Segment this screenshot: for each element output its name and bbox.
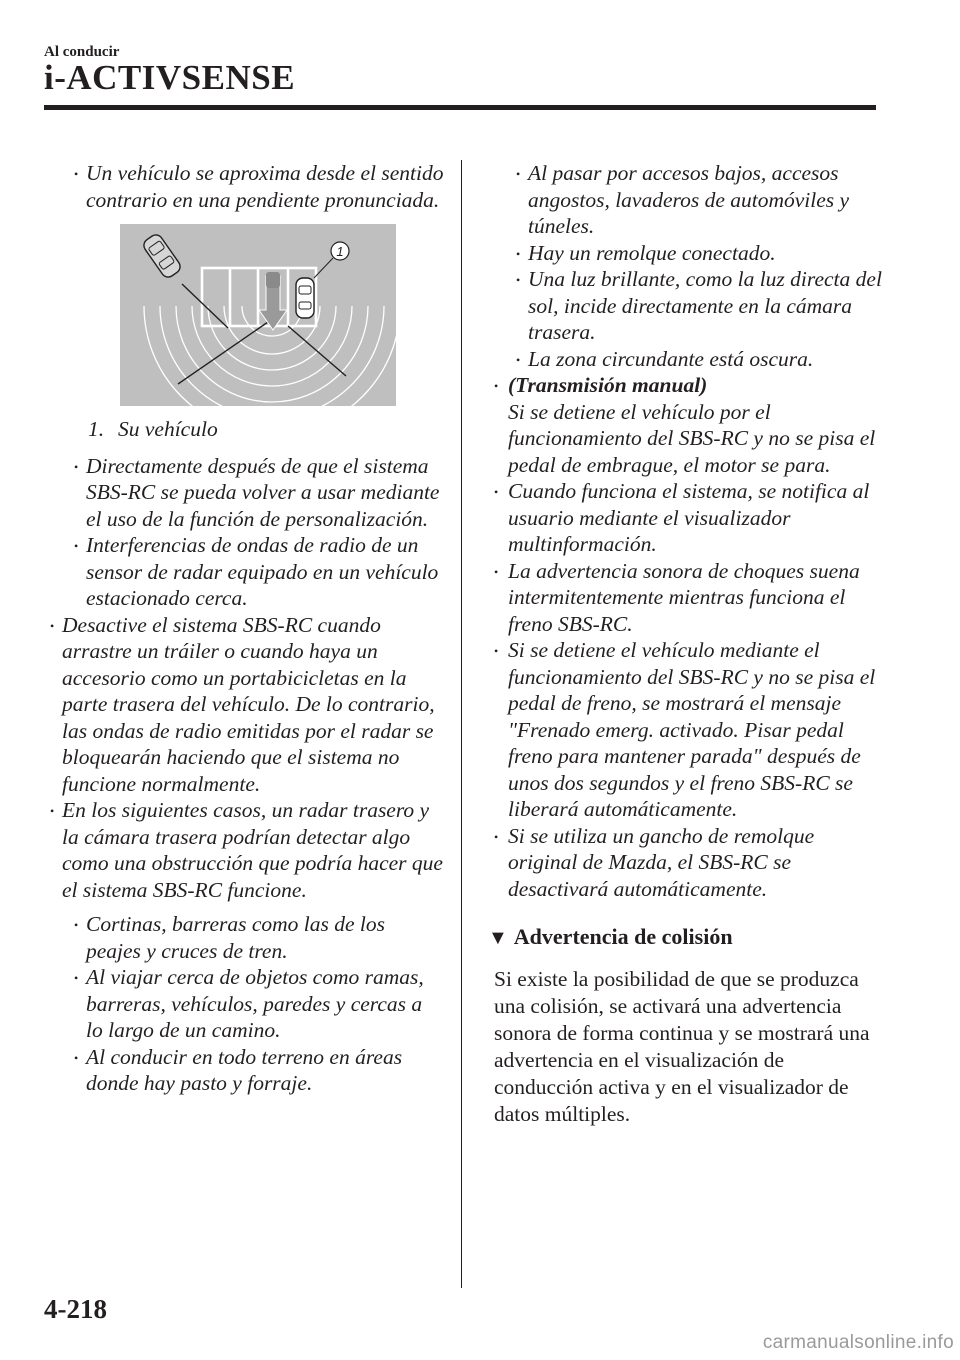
- callout-number: 1: [336, 244, 344, 259]
- collision-warning-heading: [488, 924, 883, 952]
- figure-caption: [88, 416, 444, 443]
- list-item: • Cortinas, barreras como las de los peajes y cruces de tren.: [44, 911, 444, 964]
- page-number: 4-218: [44, 1294, 107, 1324]
- list-item: • Hay un remolque conectado.: [488, 240, 883, 267]
- list-item: • Si se detiene el vehículo mediante el funcionamiento del SBS-RC y no se pisa el pedal de freno, se mostrará el mensaje "Frenado emerg. activado. Pisar pedal freno para mantener parada" después de unos dos segundos y el freno SBS-RC se liberará automáticamente.: [488, 637, 883, 823]
- list-item: • Desactive el sistema SBS-RC cuando arrastre un tráiler o cuando haya un accesorio como un portabicicletas en la parte trasera del vehículo. De lo contrario, las ondas de radio emitidas por el radar se bloquearán haciendo que el sistema no funcione normalmente.: [44, 612, 444, 798]
- list-item: [488, 372, 883, 478]
- section-label: Al conducir: [44, 44, 120, 60]
- column-divider: [461, 160, 462, 1288]
- parking-diagram: [120, 224, 396, 406]
- list-item: • La zona circundante está oscura.: [488, 346, 883, 373]
- manual-transmission-heading: • (Transmisión manual): [508, 373, 708, 397]
- list-item: • En los siguientes casos, un radar trasero y la cámara trasera podrían detectar algo como una obstrucción que podría hacer que el sistema SBS-RC funcione.: [44, 797, 444, 903]
- list-item: • Cuando funciona el sistema, se notifica al usuario mediante el visualizador multinformación.: [488, 478, 883, 558]
- list-item: • Un vehículo se aproxima desde el sentido contrario en una pendiente pronunciada.: [44, 160, 444, 213]
- watermark: carmanualsonline.info: [762, 1332, 954, 1353]
- list-item: • Al viajar cerca de objetos como ramas, barreras, vehículos, paredes y cercas a lo largo de un camino.: [44, 964, 444, 1044]
- collision-warning-paragraph: Si existe la posibilidad de que se produzca una colisión, se activará una advertencia sonora de forma continua y se mostrará una advertencia en el visualización de conducción activa y en el visualizador de datos múltiples.: [494, 966, 870, 1126]
- header-rule: [44, 105, 876, 110]
- list-item: • Al conducir en todo terreno en áreas donde hay pasto y forraje.: [44, 1044, 444, 1097]
- list-item: • La advertencia sonora de choques suena intermitentemente mientras funciona el freno SBS-RC.: [488, 558, 883, 638]
- caption-text: Su vehículo: [118, 417, 218, 441]
- list-item: • Una luz brillante, como la luz directa del sol, incide directamente en la cámara trasera.: [488, 266, 883, 346]
- left-column: [44, 160, 444, 1097]
- page-title: i-ACTIVSENSE: [44, 58, 296, 97]
- triangle-down-icon: ▼: [488, 927, 508, 949]
- list-item: • Directamente después de que el sistema SBS-RC se pueda volver a usar mediante el uso de la función de personalización.: [44, 453, 444, 533]
- list-item: • Si se utiliza un gancho de remolque original de Mazda, el SBS-RC se desactivará automáticamente.: [488, 823, 883, 903]
- caption-number: 1.: [88, 417, 105, 441]
- list-item: • Interferencias de ondas de radio de un sensor de radar equipado en un vehículo estacionado cerca.: [44, 532, 444, 612]
- parking-diagram-illustration: [120, 224, 396, 406]
- collision-warning-title: Advertencia de colisión: [513, 924, 733, 949]
- manual-transmission-text: Si se detiene el vehículo por el funcionamiento del SBS-RC y no se pisa el pedal de embrague, el motor se para.: [508, 399, 876, 477]
- right-column: [488, 160, 883, 1128]
- list-item: • Al pasar por accesos bajos, accesos angostos, lavaderos de automóviles y túneles.: [488, 160, 883, 240]
